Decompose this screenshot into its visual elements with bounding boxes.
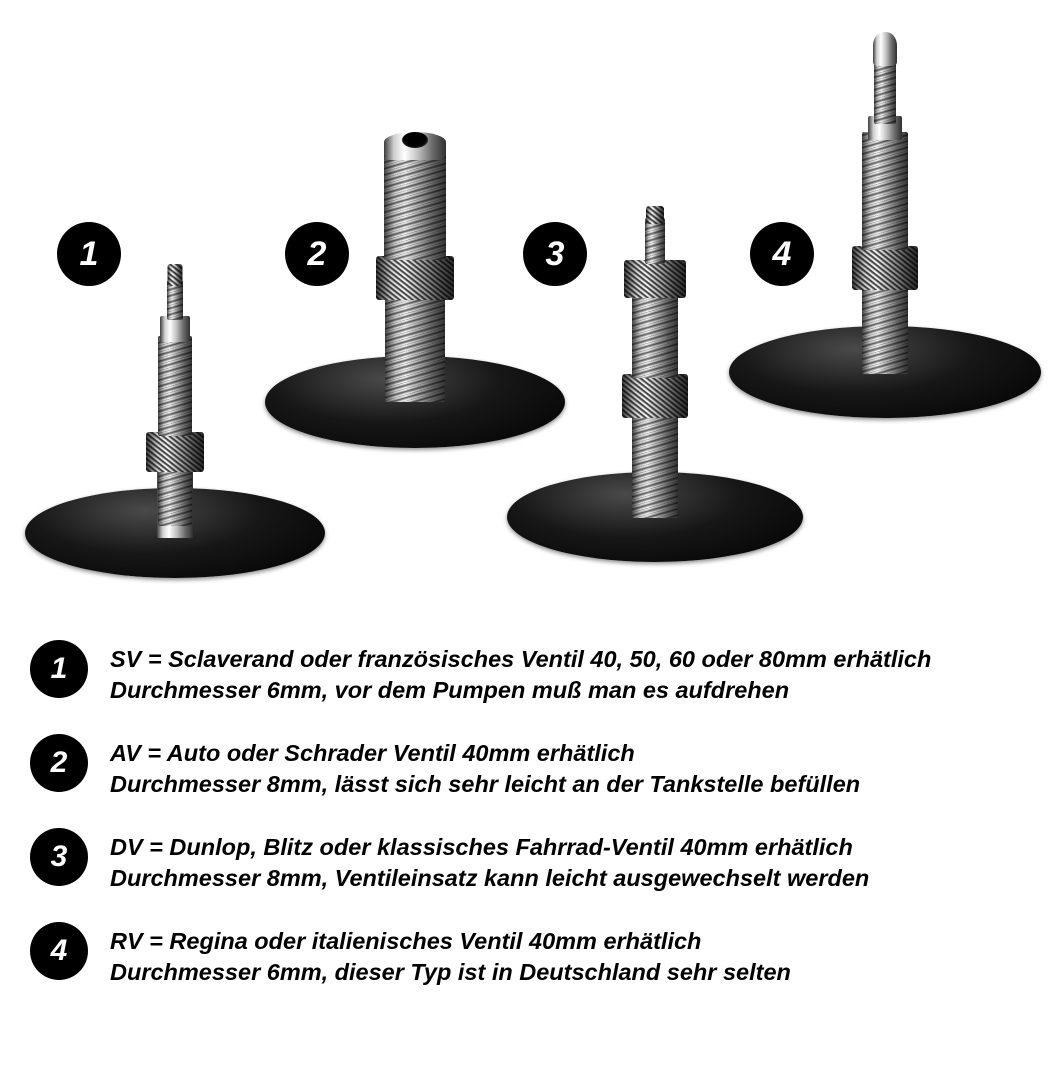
valve-thread-lower-2 xyxy=(385,292,445,402)
legend-line-1b: Durchmesser 6mm, vor dem Pumpen muß man es aufdrehen xyxy=(110,677,790,704)
legend-line-2b: Durchmesser 8mm, lässt sich sehr leicht an der Tankstelle befüllen xyxy=(110,771,861,798)
valve-nut-3 xyxy=(622,374,688,418)
valve-core-4 xyxy=(874,60,896,124)
illustration-badge-4 xyxy=(750,222,814,286)
legend-badge-1-number: 1 xyxy=(50,652,68,685)
valve-thread-lower-1 xyxy=(158,466,192,526)
valve-thread-upper-3 xyxy=(632,286,678,378)
legend-line-3a: DV = Dunlop, Blitz oder klassisches Fahrrad-Ventil 40mm erhätlich xyxy=(110,834,853,861)
valve-illustration-4 xyxy=(720,20,1050,630)
legend-badge-2-number: 2 xyxy=(50,746,68,780)
legend-line-1a: SV = Sclaverand oder französisches Ventil 40, 50, 60 oder 80mm erhätlich xyxy=(110,646,932,672)
valve-collar-3 xyxy=(624,260,686,298)
valve-nut-2 xyxy=(376,256,454,300)
legend-badge-4-number: 4 xyxy=(50,934,68,968)
valve-core-tip-3 xyxy=(646,206,664,224)
valve-thread-upper-1 xyxy=(158,336,192,436)
legend-item xyxy=(0,828,1062,894)
legend-item xyxy=(0,640,1062,706)
valve-thread-upper-4 xyxy=(862,132,908,250)
legend-badge-1 xyxy=(30,640,88,698)
illustration-badge-1 xyxy=(57,222,121,286)
valve-core-tip-4 xyxy=(873,32,897,66)
valve-core-3 xyxy=(645,218,665,264)
valve-core-1 xyxy=(167,280,183,320)
illustration-badge-4-number: 4 xyxy=(772,235,792,273)
valve-nut-4 xyxy=(852,246,918,290)
valve-thread-upper-2 xyxy=(384,150,446,260)
legend-badge-3-number: 3 xyxy=(50,840,68,874)
illustration-badge-3-number: 3 xyxy=(545,235,565,273)
legend-badge-4 xyxy=(30,922,88,980)
legend-text-3 xyxy=(110,828,869,894)
legend-item xyxy=(0,922,1062,988)
illustration-badge-2 xyxy=(285,222,349,286)
legend xyxy=(0,640,1062,1016)
valve-core-tip-1 xyxy=(168,264,183,286)
legend-line-3b: Durchmesser 8mm, Ventileinsatz kann leicht ausgewechselt werden xyxy=(110,865,870,892)
legend-line-4a: RV = Regina oder italienisches Ventil 40mm erhätlich xyxy=(110,928,702,955)
valve-thread-lower-3 xyxy=(632,408,678,518)
legend-item xyxy=(0,734,1062,800)
legend-badge-2 xyxy=(30,734,88,792)
legend-badge-3 xyxy=(30,828,88,886)
valve-thread-lower-4 xyxy=(862,282,908,374)
illustration-badge-3 xyxy=(523,222,587,286)
legend-text-1 xyxy=(110,640,931,706)
legend-text-2 xyxy=(110,734,860,800)
illustration-badge-2-number: 2 xyxy=(307,235,327,273)
legend-line-2a: AV = Auto oder Schrader Ventil 40mm erhätlich xyxy=(110,740,635,767)
valve-nut-1 xyxy=(146,432,204,472)
legend-line-4b: Durchmesser 6mm, dieser Typ ist in Deutschland sehr selten xyxy=(110,959,791,986)
illustration-badge-1-number: 1 xyxy=(79,235,99,273)
valve-opening-2 xyxy=(402,132,428,148)
legend-text-4 xyxy=(110,922,791,988)
